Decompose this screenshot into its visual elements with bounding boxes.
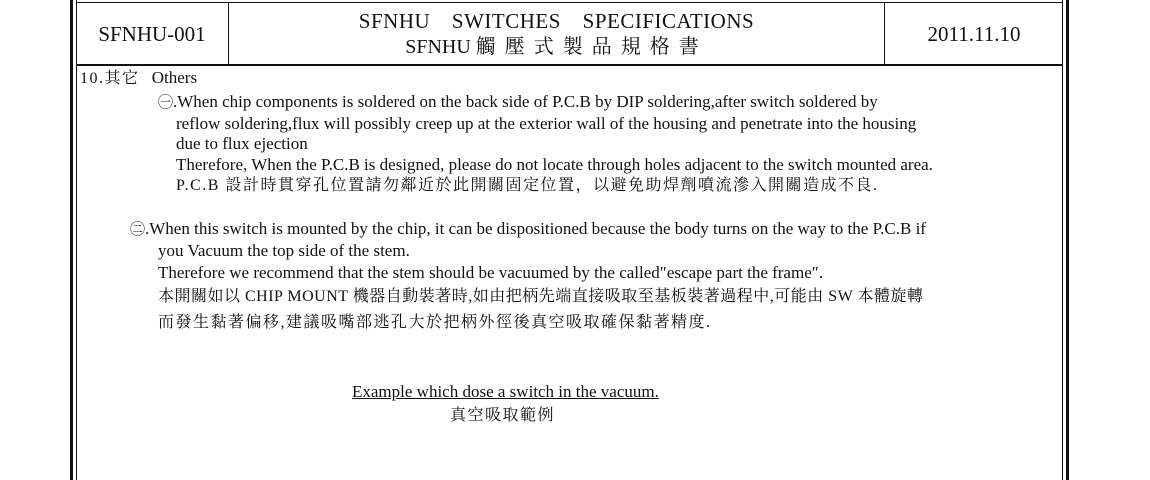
doc-title-zh-prefix: SFNHU <box>405 36 471 58</box>
item1-line2: reflow soldering,flux will possibly creep up at the exterior wall of the housing and penetrate into the housing <box>176 114 917 133</box>
item2-marker: ㊁ <box>130 220 146 238</box>
doc-title-zh <box>405 34 708 60</box>
title-cell <box>229 3 885 65</box>
doc-title-zh-text: 觸壓式製品規格書 <box>475 36 708 58</box>
item1-line3: due to flux ejection <box>176 134 308 153</box>
doc-title-en: SFNHU SWITCHES SPECIFICATIONS <box>358 9 755 33</box>
item1-line4: Therefore, When the P.C.B is designed, please do not locate through holes adjacent to the switch mounted area. <box>176 155 933 174</box>
doc-code-cell <box>76 3 229 65</box>
item1-line1: ㊀.When chip components is soldered on the back side of P.C.B by DIP soldering,after switch soldered by <box>158 92 878 111</box>
example-caption-zh: 真空吸取範例 <box>450 407 556 424</box>
item2-line4-zh: 本開關如以 CHIP MOUNT 機器自動裝著時,如由把柄先端直接吸取至基板裝著過程中,可能由 SW 本體旋轉 <box>158 288 924 305</box>
item1-line5-zh: P.C.B 設計時貫穿孔位置請勿鄰近於此開關固定位置，以避免助焊劑噴流滲入開關造成不良. <box>176 177 879 194</box>
item2-line5-zh: 而發生黏著偏移,建議吸嘴部逃孔大於把柄外徑後真空吸取確保黏著精度. <box>158 314 712 331</box>
example-caption-en: Example which dose a switch in the vacuum. <box>352 382 659 401</box>
doc-date-cell <box>885 3 1063 65</box>
section-heading <box>80 68 197 89</box>
item1-marker: ㊀ <box>158 93 174 111</box>
page-frame-inner <box>76 0 1063 480</box>
item2-line1: ㊁.When this switch is mounted by the chip, it can be dispositioned because the body turns on the way to the P.C.B if <box>130 219 926 238</box>
item2-line3: Therefore we recommend that the stem should be vacuumed by the called″escape part the frame″. <box>158 263 824 282</box>
doc-code: SFNHU-001 <box>98 21 206 46</box>
spec-header-table <box>76 2 1063 66</box>
doc-date: 2011.11.10 <box>927 21 1021 46</box>
item2-line2: you Vacuum the top side of the stem. <box>158 241 410 260</box>
section-number: 10.其它 <box>80 70 140 87</box>
section-title: Others <box>151 68 198 87</box>
